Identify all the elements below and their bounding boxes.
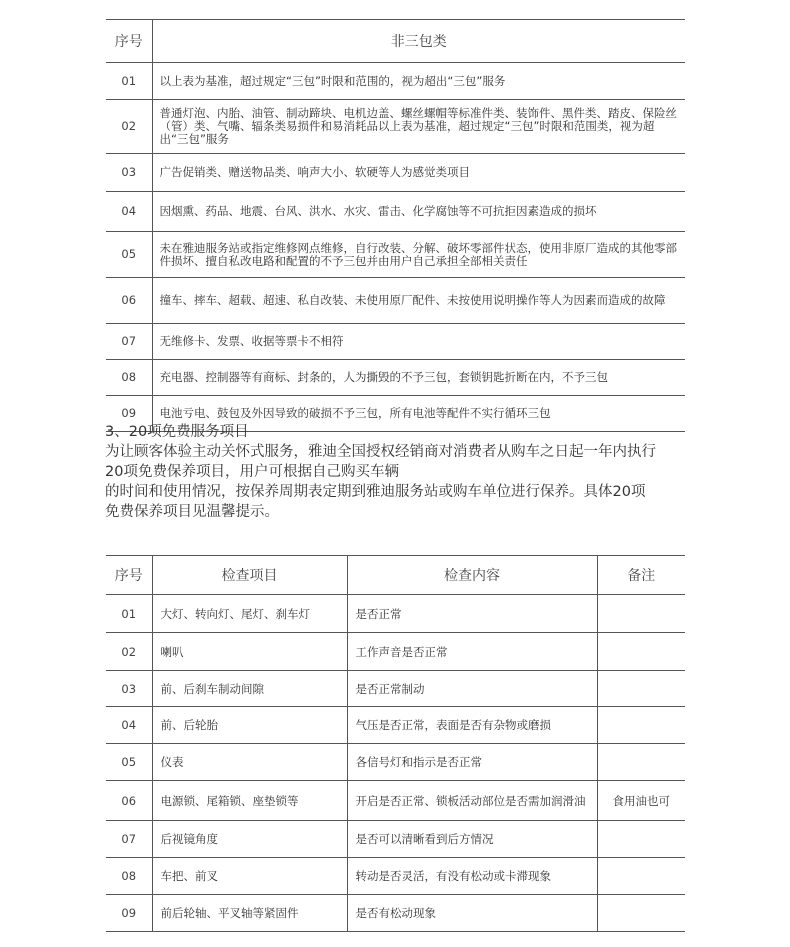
row-index: 07 (106, 821, 152, 858)
table-row (106, 63, 685, 100)
table-row (106, 192, 685, 232)
table-row (106, 232, 685, 278)
row-item: 车把、前叉 (152, 858, 347, 895)
row-content: 是否正常制动 (347, 671, 597, 707)
row-content: 是否有松动现象 (347, 895, 597, 932)
table-header-row (106, 20, 685, 63)
section-paragraph-line: 20项免费保养项目，用户可根据自己购买车辆 (105, 464, 399, 480)
non-warranty-table (106, 19, 685, 432)
row-remark (597, 633, 685, 671)
row-index: 03 (106, 671, 152, 707)
row-text: 电池亏电、鼓包及外因导致的破损不予三包，所有电池等配件不实行循环三包 (152, 396, 685, 432)
table-row (106, 595, 685, 633)
row-text: 充电器、控制器等有商标、封条的，人为撕毁的不予三包，套锁钥匙折断在内，不予三包 (152, 360, 685, 396)
row-index: 03 (106, 154, 152, 192)
table-row (106, 633, 685, 671)
row-index: 02 (106, 633, 152, 671)
row-item: 前、后轮胎 (152, 707, 347, 744)
row-text: 以上表为基准，超过规定“三包”时限和范围的，视为超出“三包”服务 (152, 63, 685, 100)
row-text: 撞车、摔车、超载、超速、私自改装、未使用原厂配件、未按使用说明操作等人为因素而造成的故障 (152, 278, 685, 324)
header-remark: 备注 (597, 556, 685, 595)
row-index: 08 (106, 858, 152, 895)
row-remark (597, 821, 685, 858)
row-content: 各信号灯和指示是否正常 (347, 744, 597, 781)
table-row (106, 154, 685, 192)
row-index: 09 (106, 895, 152, 932)
row-remark (597, 858, 685, 895)
row-content: 开启是否正常、锁板活动部位是否需加润滑油 (347, 781, 597, 821)
table-row (106, 895, 685, 932)
row-content: 工作声音是否正常 (347, 633, 597, 671)
row-index: 07 (106, 324, 152, 360)
row-text: 普通灯泡、内胎、油管、制动蹄块、电机边盖、螺丝螺帽等标准件类、装饰件、黑件类、踏皮、保险丝（管）类、气嘴、辐条类易损件和易消耗品以上表为基准，超过规定“三包”时限和范围类，视为超出“三包”服务 (152, 100, 685, 154)
row-item: 喇叭 (152, 633, 347, 671)
row-content: 气压是否正常，表面是否有杂物或磨损 (347, 707, 597, 744)
row-index: 08 (106, 360, 152, 396)
row-item: 前、后刹车制动间隙 (152, 671, 347, 707)
table-row (106, 324, 685, 360)
row-remark (597, 595, 685, 633)
header-category: 非三包类 (152, 20, 685, 63)
table-row (106, 781, 685, 821)
table-row (106, 360, 685, 396)
table-row (106, 744, 685, 781)
row-index: 02 (106, 100, 152, 154)
row-remark: 食用油也可 (597, 781, 685, 821)
row-index: 04 (106, 192, 152, 232)
table-row (106, 707, 685, 744)
row-text: 未在雅迪服务站或指定维修网点维修，自行改装、分解、破坏零部件状态，使用非原厂造成的其他零部件损坏、擅自私改电路和配置的不予三包并由用户自己承担全部相关责任 (152, 232, 685, 278)
row-item: 大灯、转向灯、尾灯、刹车灯 (152, 595, 347, 633)
row-index: 09 (106, 396, 152, 432)
header-index: 序号 (106, 20, 152, 63)
header-index: 序号 (106, 556, 152, 595)
table-header-row (106, 556, 685, 595)
row-content: 转动是否灵活，有没有松动或卡滞现象 (347, 858, 597, 895)
row-index: 06 (106, 781, 152, 821)
table-row (106, 821, 685, 858)
table-row (106, 671, 685, 707)
table-row (106, 858, 685, 895)
section-paragraph-line: 免费保养项目见温馨提示。 (105, 504, 279, 520)
row-text: 广告促销类、赠送物品类、响声大小、软硬等人为感觉类项目 (152, 154, 685, 192)
header-check-content: 检查内容 (347, 556, 597, 595)
section-paragraph-line: 的时间和使用情况，按保养周期表定期到雅迪服务站或购车单位进行保养。具体20项 (105, 484, 646, 500)
row-item: 后视镜角度 (152, 821, 347, 858)
row-item: 仪表 (152, 744, 347, 781)
row-index: 01 (106, 595, 152, 633)
free-service-section (105, 422, 705, 522)
row-content: 是否正常 (347, 595, 597, 633)
row-remark (597, 895, 685, 932)
row-text: 无维修卡、发票、收据等票卡不相符 (152, 324, 685, 360)
row-item: 前后轮轴、平叉轴等紧固件 (152, 895, 347, 932)
row-index: 05 (106, 232, 152, 278)
row-index: 01 (106, 63, 152, 100)
header-check-item: 检查项目 (152, 556, 347, 595)
row-item: 电源锁、尾箱锁、座垫锁等 (152, 781, 347, 821)
section-title: 3、20项免费服务项目 (105, 424, 249, 440)
table-row (106, 100, 685, 154)
row-index: 06 (106, 278, 152, 324)
row-text: 因烟熏、药品、地震、台风、洪水、水灾、雷击、化学腐蚀等不可抗拒因素造成的损坏 (152, 192, 685, 232)
row-index: 05 (106, 744, 152, 781)
row-remark (597, 744, 685, 781)
row-remark (597, 671, 685, 707)
section-paragraph-line: 为让顾客体验主动关怀式服务，雅迪全国授权经销商对消费者从购车之日起一年内执行 (105, 444, 656, 460)
row-index: 04 (106, 707, 152, 744)
free-maintenance-table (106, 555, 685, 932)
table-row (106, 278, 685, 324)
row-content: 是否可以清晰看到后方情况 (347, 821, 597, 858)
row-remark (597, 707, 685, 744)
